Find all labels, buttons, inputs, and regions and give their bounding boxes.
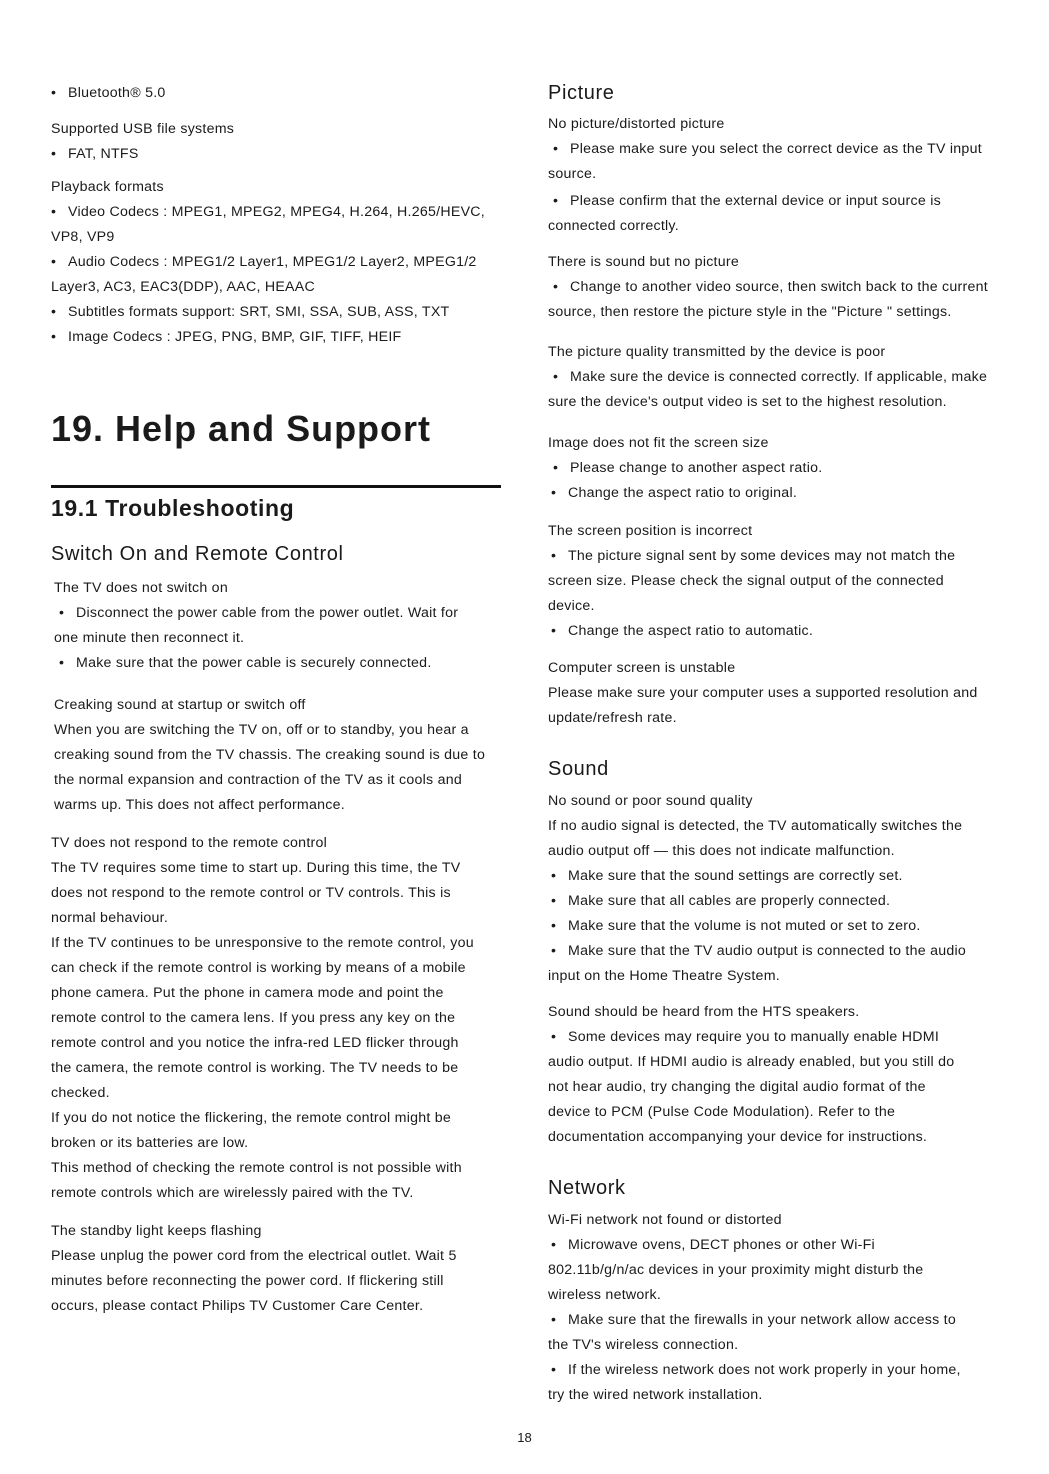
subsection-title-sound: Sound (548, 758, 609, 780)
list-item-continuation: sure the device's output video is set to the highest resolution. (548, 394, 947, 410)
paragraph-line: the camera, the remote control is working. The TV needs to be (51, 1060, 459, 1076)
paragraph-line: remote controls which are wirelessly paired with the TV. (51, 1185, 414, 1201)
list-item: • Microwave ovens, DECT phones or other Wi-Fi (568, 1236, 875, 1254)
list-item: • Please make sure you select the correct device as the TV input (570, 140, 982, 158)
list-item: • Please change to another aspect ratio. (570, 459, 822, 477)
list-item-continuation: input on the Home Theatre System. (548, 968, 780, 984)
topic-heading: TV does not respond to the remote control (51, 835, 328, 851)
usb-item: • FAT, NTFS (68, 145, 139, 163)
topic-heading: The picture quality transmitted by the device is poor (548, 344, 886, 360)
list-item: • Some devices may require you to manually enable HDMI (568, 1028, 939, 1046)
topic-heading: Sound should be heard from the HTS speakers. (548, 1004, 860, 1020)
list-item-continuation: 802.11b/g/n/ac devices in your proximity might disturb the (548, 1262, 924, 1278)
list-item-continuation: source. (548, 166, 597, 182)
paragraph-line: the normal expansion and contraction of the TV as it cools and (54, 772, 462, 788)
list-item: • Change the aspect ratio to original. (568, 484, 797, 502)
paragraph-line: Please unplug the power cord from the electrical outlet. Wait 5 (51, 1248, 457, 1264)
topic-heading: The screen position is incorrect (548, 523, 753, 539)
paragraph-line: broken or its batteries are low. (51, 1135, 249, 1151)
subsection-title-picture: Picture (548, 82, 615, 104)
paragraph-line: remote control and you notice the infra-red LED flicker through (51, 1035, 459, 1051)
list-item: • Make sure that the power cable is securely connected. (76, 654, 432, 672)
subsection-title-network: Network (548, 1177, 626, 1199)
video-codecs-line1: • Video Codecs : MPEG1, MPEG2, MPEG4, H.264, H.265/HEVC, (68, 203, 485, 221)
image-codecs: • Image Codecs : JPEG, PNG, BMP, GIF, TIFF, HEIF (68, 328, 401, 346)
list-item-continuation: connected correctly. (548, 218, 679, 234)
list-item: • Make sure that the sound settings are correctly set. (568, 867, 903, 885)
paragraph-line: warms up. This does not affect performance. (54, 797, 345, 813)
paragraph-line: If no audio signal is detected, the TV automatically switches the (548, 818, 963, 834)
paragraph-line: minutes before reconnecting the power cord. If flickering still (51, 1273, 444, 1289)
list-item: • Make sure that the volume is not muted or set to zero. (568, 917, 921, 935)
usb-heading: Supported USB file systems (51, 121, 235, 137)
paragraph-line: When you are switching the TV on, off or to standby, you hear a (54, 722, 469, 738)
paragraph-line: does not respond to the remote control or TV controls. This is (51, 885, 451, 901)
list-item: • Disconnect the power cable from the power outlet. Wait for (76, 604, 458, 622)
video-codecs-line2: VP8, VP9 (51, 229, 115, 245)
paragraph-line: phone camera. Put the phone in camera mode and point the (51, 985, 444, 1001)
list-item: • Change to another video source, then switch back to the current (570, 278, 988, 296)
list-item-continuation: source, then restore the picture style in the "Picture " settings. (548, 304, 952, 320)
paragraph-line: creaking sound from the TV chassis. The creaking sound is due to (54, 747, 486, 763)
topic-heading: There is sound but no picture (548, 254, 740, 270)
audio-codecs-line2: Layer3, AC3, EAC3(DDP), AAC, HEAAC (51, 279, 315, 295)
list-item-continuation: documentation accompanying your device for instructions. (548, 1129, 928, 1145)
list-item: • Make sure that all cables are properly connected. (568, 892, 890, 910)
chapter-title: 19. Help and Support (51, 408, 432, 449)
page-number: 18 (517, 1430, 532, 1445)
paragraph-line: If you do not notice the flickering, the remote control might be (51, 1110, 452, 1126)
section-divider (51, 485, 501, 488)
bluetooth-spec: • Bluetooth® 5.0 (68, 84, 166, 102)
topic-heading: Computer screen is unstable (548, 660, 736, 676)
list-item: • Make sure the device is connected correctly. If applicable, make (570, 368, 987, 386)
subsection-title-switch-on: Switch On and Remote Control (51, 543, 344, 565)
list-item-continuation: screen size. Please check the signal output of the connected (548, 573, 944, 589)
topic-heading: The standby light keeps flashing (51, 1223, 262, 1239)
paragraph-line: The TV requires some time to start up. During this time, the TV (51, 860, 461, 876)
paragraph-line: This method of checking the remote control is not possible with (51, 1160, 462, 1176)
list-item: • Change the aspect ratio to automatic. (568, 622, 813, 640)
subtitle-formats: • Subtitles formats support: SRT, SMI, SSA, SUB, ASS, TXT (68, 303, 449, 321)
list-item: • The picture signal sent by some devices may not match the (568, 547, 955, 565)
paragraph-line: audio output off — this does not indicate malfunction. (548, 843, 895, 859)
topic-heading: No picture/distorted picture (548, 116, 725, 132)
list-item-continuation: one minute then reconnect it. (54, 630, 245, 646)
list-item-continuation: device. (548, 598, 595, 614)
list-item-continuation: device to PCM (Pulse Code Modulation). Refer to the (548, 1104, 896, 1120)
topic-heading: The TV does not switch on (54, 580, 228, 596)
topic-heading: Image does not fit the screen size (548, 435, 769, 451)
paragraph-line: checked. (51, 1085, 110, 1101)
list-item-continuation: audio output. If HDMI audio is already enabled, but you still do (548, 1054, 955, 1070)
list-item: • Please confirm that the external device or input source is (570, 192, 941, 210)
topic-heading: Creaking sound at startup or switch off (54, 697, 306, 713)
paragraph-line: If the TV continues to be unresponsive to the remote control, you (51, 935, 474, 951)
list-item: • Make sure that the firewalls in your network allow access to (568, 1311, 956, 1329)
list-item-continuation: wireless network. (548, 1287, 662, 1303)
paragraph-line: Please make sure your computer uses a supported resolution and (548, 685, 978, 701)
section-title: 19.1 Troubleshooting (51, 495, 295, 521)
paragraph-line: normal behaviour. (51, 910, 169, 926)
topic-heading: Wi-Fi network not found or distorted (548, 1212, 782, 1228)
paragraph-line: update/refresh rate. (548, 710, 677, 726)
paragraph-line: occurs, please contact Philips TV Customer Care Center. (51, 1298, 424, 1314)
audio-codecs-line1: • Audio Codecs : MPEG1/2 Layer1, MPEG1/2 Layer2, MPEG1/2 (68, 253, 477, 271)
list-item-continuation: not hear audio, try changing the digital audio format of the (548, 1079, 926, 1095)
list-item-continuation: try the wired network installation. (548, 1387, 763, 1403)
playback-heading: Playback formats (51, 179, 164, 195)
list-item: • Make sure that the TV audio output is connected to the audio (568, 942, 966, 960)
topic-heading: No sound or poor sound quality (548, 793, 753, 809)
list-item: • If the wireless network does not work properly in your home, (568, 1361, 961, 1379)
paragraph-line: can check if the remote control is working by means of a mobile (51, 960, 466, 976)
list-item-continuation: the TV's wireless connection. (548, 1337, 739, 1353)
paragraph-line: remote control to the camera lens. If you press any key on the (51, 1010, 456, 1026)
